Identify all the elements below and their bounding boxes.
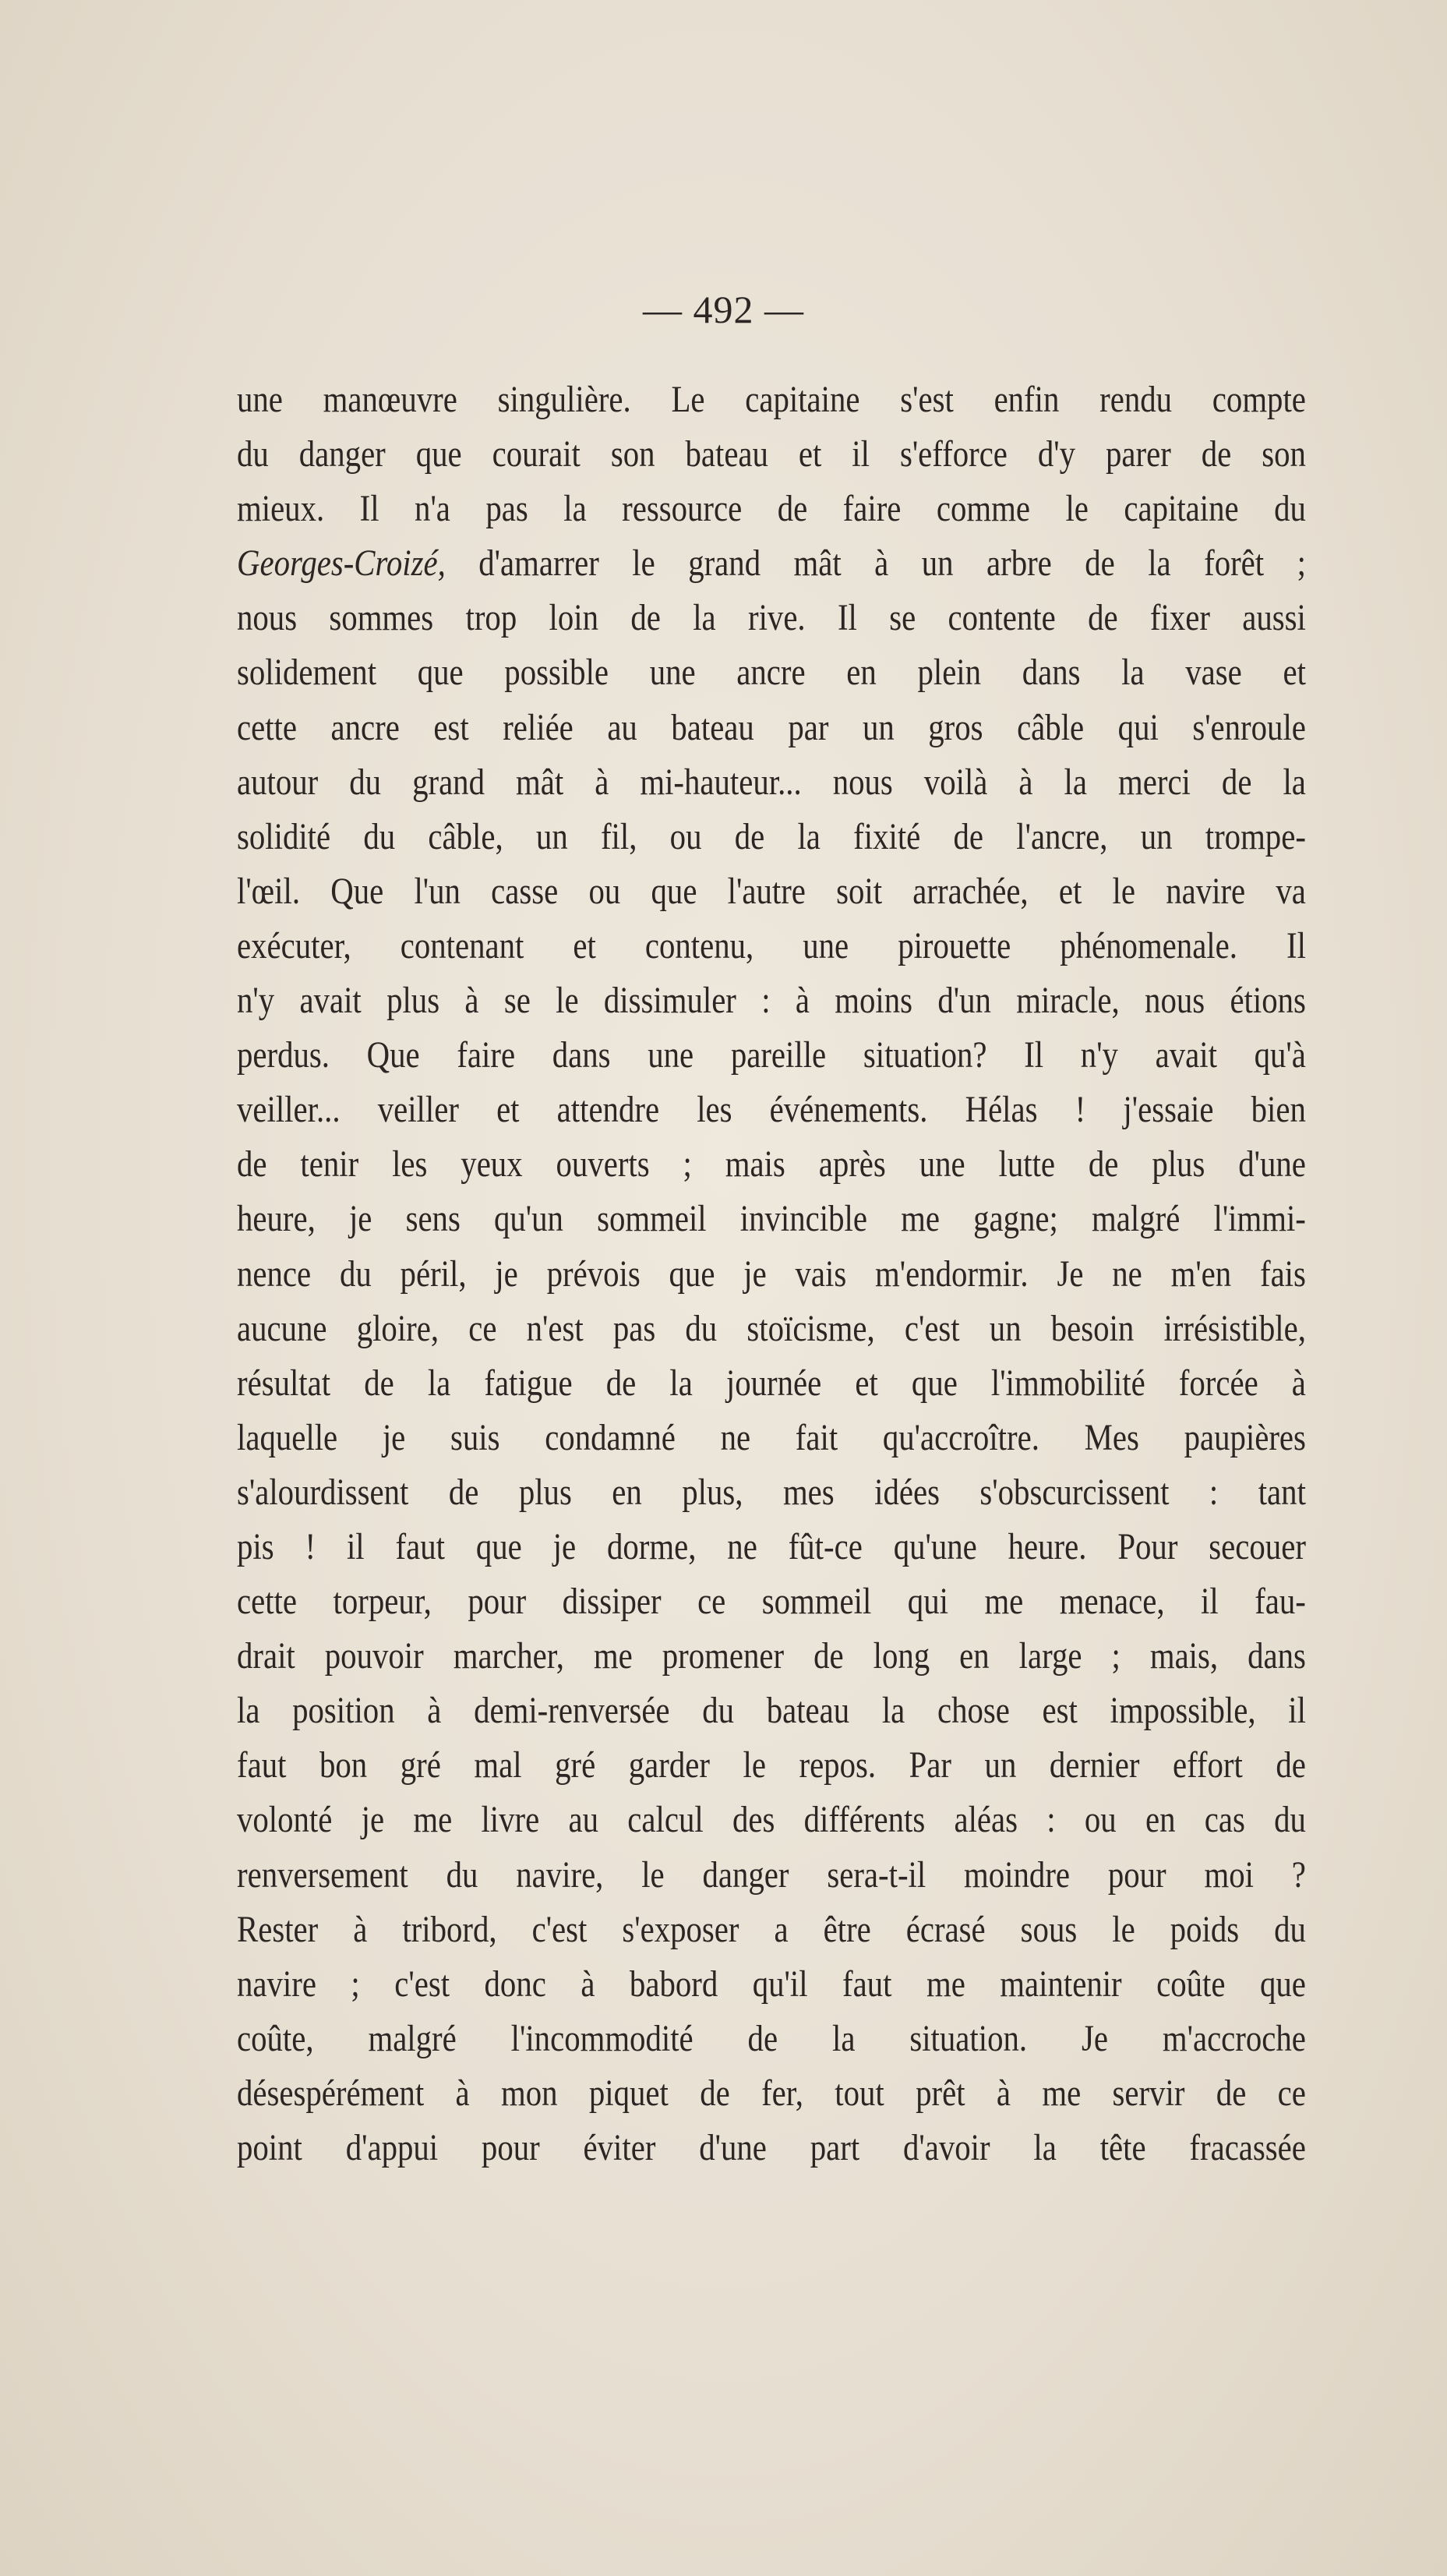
text-line: navire ; c'est donc à babord qu'il faut me maintenir coûte que: [237, 1963, 1306, 2005]
text-line: mieux. Il n'a pas la ressource de faire comme le capitaine du: [237, 488, 1306, 530]
text-line: n'y avait plus à se le dissimuler : à moins d'un miracle, nous étions: [237, 980, 1306, 1022]
body-text: [237, 373, 1306, 2175]
text-line: de tenir les yeux ouverts ; mais après une lutte de plus d'une: [237, 1143, 1306, 1186]
page-number: — 492 —: [643, 288, 804, 331]
text-line: coûte, malgré l'incommodité de la situation. Je m'accroche: [237, 2017, 1306, 2059]
text-line: la position à demi-renversée du bateau la chose est impossible, il: [237, 1690, 1306, 1732]
text-line: s'alourdissent de plus en plus, mes idées s'obscurcissent : tant: [237, 1471, 1306, 1513]
ship-name: Georges-Croizé,: [237, 542, 446, 585]
text-line: une manœuvre singulière. Le capitaine s'est enfin rendu compte: [237, 379, 1306, 420]
text-line: heure, je sens qu'un sommeil invincible me gagne; malgré l'immi-: [237, 1198, 1306, 1240]
text-line: faut bon gré mal gré garder le repos. Par un dernier effort de: [237, 1744, 1306, 1786]
text-line: laquelle je suis condamné ne fait qu'accroître. Mes paupières: [237, 1416, 1306, 1458]
text-line: désespérément à mon piquet de fer, tout prêt à me servir de ce: [237, 2072, 1306, 2114]
text-line: nence du péril, je prévois que je vais m'endormir. Je ne m'en fais: [237, 1253, 1306, 1295]
text-line: Rester à tribord, c'est s'exposer a être écrasé sous le poids du: [237, 1908, 1306, 1950]
text-line: perdus. Que faire dans une pareille situation? Il n'y avait qu'à: [237, 1034, 1306, 1076]
text-line: résultat de la fatigue de la journée et que l'immobilité forcée à: [237, 1362, 1306, 1404]
text-line: exécuter, contenant et contenu, une pirouette phénomenale. Il: [237, 924, 1306, 966]
text-line: cette torpeur, pour dissiper ce sommeil qui me menace, il fau-: [237, 1581, 1306, 1623]
text-line: point d'appui pour éviter d'une part d'avoir la tête fracassée: [237, 2127, 1306, 2168]
text-line: solidité du câble, un fil, ou de la fixité de l'ancre, un trompe-: [237, 815, 1306, 857]
text-line: solidement que possible une ancre en plein dans la vase et: [237, 652, 1306, 694]
text-line: autour du grand mât à mi-hauteur... nous voilà à la merci de la: [237, 761, 1306, 803]
text-line: nous sommes trop loin de la rive. Il se contente de fixer aussi: [237, 597, 1306, 639]
text-line: Georges-Croizé, d'amarrer le grand mât à un arbre de la forêt ;: [237, 542, 1306, 585]
text-line: l'œil. Que l'un casse ou que l'autre soit arrachée, et le navire va: [237, 870, 1306, 912]
text-line: cette ancre est reliée au bateau par un gros câble qui s'enroule: [237, 706, 1306, 748]
text-line: veiller... veiller et attendre les événements. Hélas ! j'essaie bien: [237, 1089, 1306, 1131]
text-line: volonté je me livre au calcul des différents aléas : ou en cas du: [237, 1799, 1306, 1841]
text-line: du danger que courait son bateau et il s'efforce d'y parer de son: [237, 433, 1306, 475]
text-line: aucune gloire, ce n'est pas du stoïcisme, c'est un besoin irrésistible,: [237, 1307, 1306, 1349]
text-line: drait pouvoir marcher, me promener de long en large ; mais, dans: [237, 1635, 1306, 1677]
text-line: pis ! il faut que je dorme, ne fût-ce qu'une heure. Pour secouer: [237, 1525, 1306, 1567]
text-line: renversement du navire, le danger sera-t-il moindre pour moi ?: [237, 1853, 1306, 1896]
